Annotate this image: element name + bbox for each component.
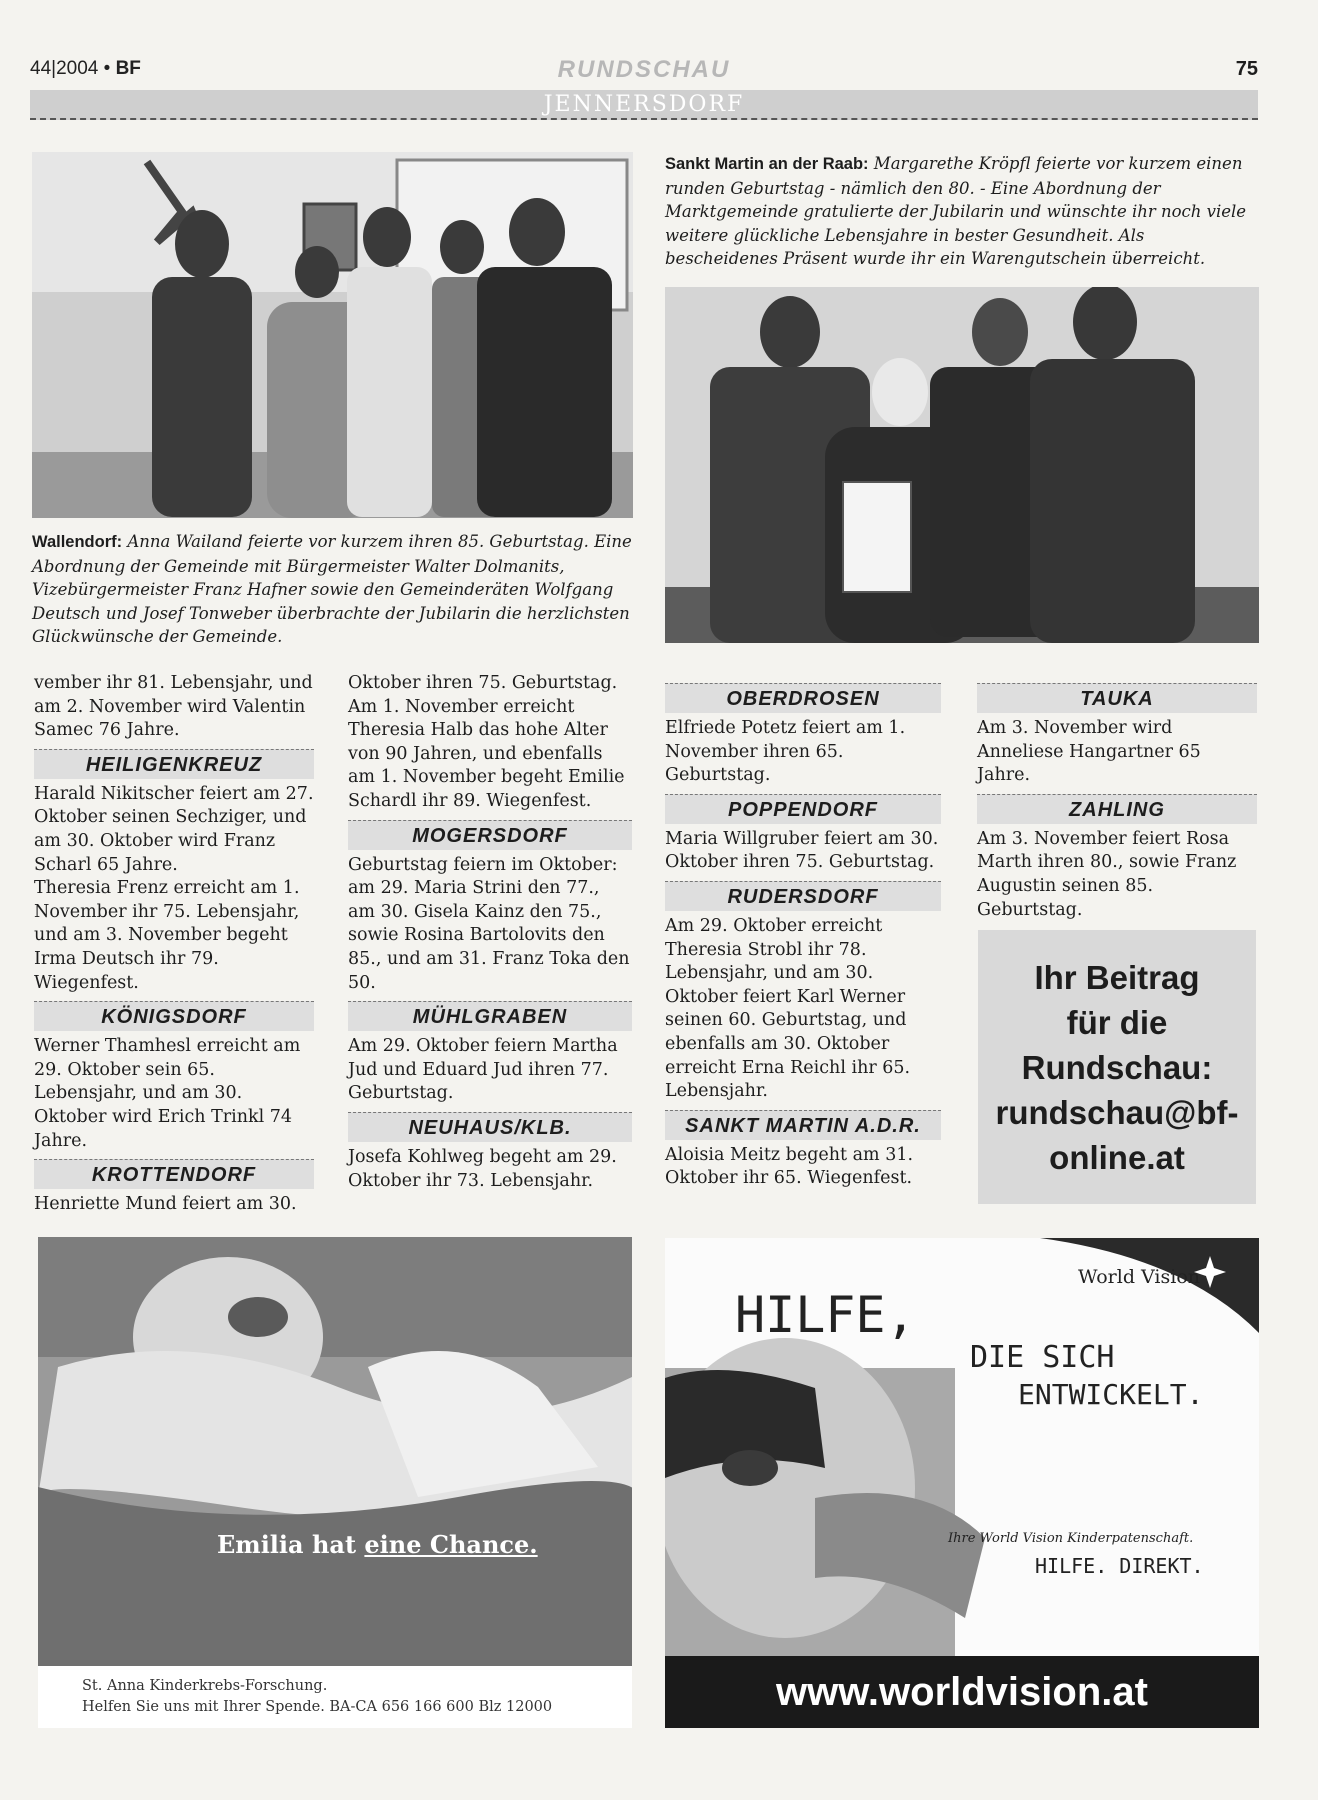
- town-heading-koenigsdorf: KÖNIGSDORF: [34, 1001, 314, 1031]
- col3-poppendorf-text: Maria Willgruber feiert am 30. Oktober ihren 75. Geburtstag.: [665, 828, 939, 873]
- column-4: [977, 675, 1257, 922]
- town-heading-zahling: ZAHLING: [977, 794, 1257, 824]
- martin-photo: [665, 287, 1259, 643]
- col3-sankt-martin-text: Aloisia Meitz begeht am 31. Oktober ihr 65. Wiegenfest.: [665, 1144, 914, 1189]
- column-1: [34, 672, 314, 1217]
- column-3: [665, 675, 941, 1191]
- issue-number: 44|2004: [30, 58, 99, 79]
- martin-caption: [665, 152, 1259, 271]
- town-heading-poppendorf: POPPENDORF: [665, 794, 941, 824]
- worldvision-tagline-1: Ihre World Vision Kinderpatenschaft.: [948, 1531, 1194, 1546]
- wallendorf-caption: [32, 530, 632, 649]
- town-heading-tauka: TAUKA: [977, 683, 1257, 713]
- worldvision-url[interactable]: www.worldvision.at: [665, 1656, 1259, 1728]
- col1-krottendorf-text: Henriette Mund feiert am 30.: [34, 1194, 297, 1215]
- worldvision-brand: World Vision: [1078, 1266, 1201, 1288]
- masthead: RUNDSCHAU: [557, 56, 731, 83]
- town-heading-krottendorf: KROTTENDORF: [34, 1159, 314, 1189]
- martin-photo-image: [665, 287, 1259, 643]
- wallendorf-photo-image: [32, 152, 633, 518]
- worldvision-tagline-2: HILFE. DIREKT.: [1035, 1554, 1204, 1578]
- town-heading-oberdrosen: OBERDROSEN: [665, 683, 941, 713]
- sleeping-child-image: [38, 1237, 632, 1667]
- worldvision-headline-2: DIE SICH: [970, 1340, 1115, 1375]
- col1-koenigsdorf-text: Werner Thamhesl erreicht am 29. Oktober sein 65. Lebensjahr, und am 30. Oktober wird Erich Trinkl 74 Jahre.: [34, 1036, 301, 1151]
- kinderkrebs-donate: Helfen Sie uns mit Ihrer Spende. BA-CA 656 166 600 Blz 12000: [82, 1699, 553, 1715]
- section-title: JENNERSDORF: [543, 92, 745, 117]
- town-heading-rudersdorf: RUDERSDORF: [665, 881, 941, 911]
- kinderkrebs-slogan: [217, 1530, 538, 1559]
- col2-neuhaus-text: Josefa Kohlweg begeht am 29. Oktober ihr 73. Lebensjahr.: [348, 1146, 617, 1191]
- col2-muehlgraben-text: Am 29. Oktober feiern Martha Jud und Eduard Jud ihren 77. Geburtstag.: [348, 1036, 618, 1104]
- col1-heiligenkreuz-text-2: Theresia Frenz erreicht am 1. November ihr 75. Lebensjahr, und am 3. November begeht Irma Deutsch ihr 79. Wiegenfest.: [34, 878, 300, 993]
- kinderkrebs-footer: [38, 1666, 632, 1728]
- region-label: BF: [115, 58, 141, 79]
- col1-intro: vember ihr 81. Lebensjahr, und am 2. November wird Valentin Samec 76 Jahre.: [34, 673, 313, 741]
- page-number: 75: [1235, 58, 1258, 80]
- wallendorf-photo: [32, 152, 633, 518]
- promo-line-5: online.at: [1049, 1138, 1185, 1176]
- kinderkrebs-ad-photo: [38, 1237, 632, 1667]
- town-heading-sankt-martin: SANKT MARTIN A.D.R.: [665, 1110, 941, 1140]
- col3-rudersdorf-text: Am 29. Oktober erreicht Theresia Strobl ihr 78. Lebensjahr, und am 30. Oktober feiert Karl Werner seinen 60. Geburtstag, und ebenfalls am 30. Oktober erreicht Erna Reichl ihr 65. Lebensjahr.: [665, 915, 911, 1102]
- martin-caption-lead: Sankt Martin an der Raab:: [665, 155, 869, 173]
- kinderkrebs-slogan-b: eine Chance.: [364, 1530, 538, 1559]
- col4-zahling-text: Am 3. November feiert Rosa Marth ihren 80., sowie Franz Augustin seinen 85. Geburtstag.: [977, 828, 1237, 920]
- worldvision-ad: [665, 1238, 1259, 1728]
- col2-intro: Oktober ihren 75. Geburtstag. Am 1. November erreicht Theresia Halb das hohe Alter von 90 Jahren, und ebenfalls am 1. November begeht Emilie Schardl ihr 89. Wiegenfest.: [348, 673, 625, 811]
- issue-separator: •: [103, 58, 111, 79]
- promo-line-2: für die: [1066, 1003, 1168, 1041]
- promo-line-1: Ihr Beitrag: [1034, 958, 1200, 996]
- worldvision-headline-3: ENTWICKELT.: [1018, 1378, 1204, 1411]
- col2-mogersdorf-text: Geburtstag feiern im Oktober: am 29. Maria Strini den 77., am 30. Gisela Kainz den 75., sowie Rosina Bartolovits den 85., und am 31. Franz Toka den 50.: [348, 854, 630, 993]
- promo-line-4: rundschau@bf-: [995, 1093, 1239, 1131]
- martin-caption-text: Margarethe Kröpfl feierte vor kurzem einen runden Geburtstag - nämlich den 80. - Eine Abordnung der Marktgemeinde gratulierte der Jubilarin und wünschte ihr noch viele weitere glückliche Lebensjahre in bester Gesundheit. Als bescheidenes Präsent wurde ihr ein Warengutschein überreicht.: [665, 154, 1247, 268]
- town-heading-neuhaus: NEUHAUS/KLB.: [348, 1112, 632, 1142]
- wallendorf-caption-text: Anna Wailand feierte vor kurzem ihren 85. Geburtstag. Eine Abordnung der Gemeinde mit Bürgermeister Walter Dolmanits, Vizebürgermeister Franz Hafner sowie den Gemeinderäten Wolfgang Deutsch und Josef Tonweber überbrachte der Jubilarin die herzlichsten Glückwünsche der Gemeinde.: [32, 532, 632, 646]
- contribution-promo: [978, 930, 1256, 1204]
- page-header: [30, 56, 1258, 83]
- town-heading-mogersdorf: MOGERSDORF: [348, 820, 632, 850]
- worldvision-headline-1: HILFE,: [735, 1286, 916, 1344]
- column-2: [348, 672, 632, 1193]
- town-heading-muehlgraben: MÜHLGRABEN: [348, 1001, 632, 1031]
- kinderkrebs-slogan-a: Emilia hat: [217, 1530, 365, 1559]
- wallendorf-caption-lead: Wallendorf:: [32, 533, 123, 551]
- town-heading-heiligenkreuz: HEILIGENKREUZ: [34, 749, 314, 779]
- kinderkrebs-org: St. Anna Kinderkrebs-Forschung.: [82, 1678, 328, 1694]
- col4-tauka-text: Am 3. November wird Anneliese Hangartner 65 Jahre.: [977, 718, 1201, 786]
- col3-oberdrosen-text: Elfriede Potetz feiert am 1. November ihren 65. Geburtstag.: [665, 718, 906, 786]
- col1-heiligenkreuz-text: Harald Nikitscher feiert am 27. Oktober seinen Sechziger, und am 30. Oktober wird Franz Scharl 65 Jahre.: [34, 783, 314, 875]
- promo-line-3: Rundschau:: [1021, 1048, 1213, 1086]
- section-bar: [30, 90, 1258, 120]
